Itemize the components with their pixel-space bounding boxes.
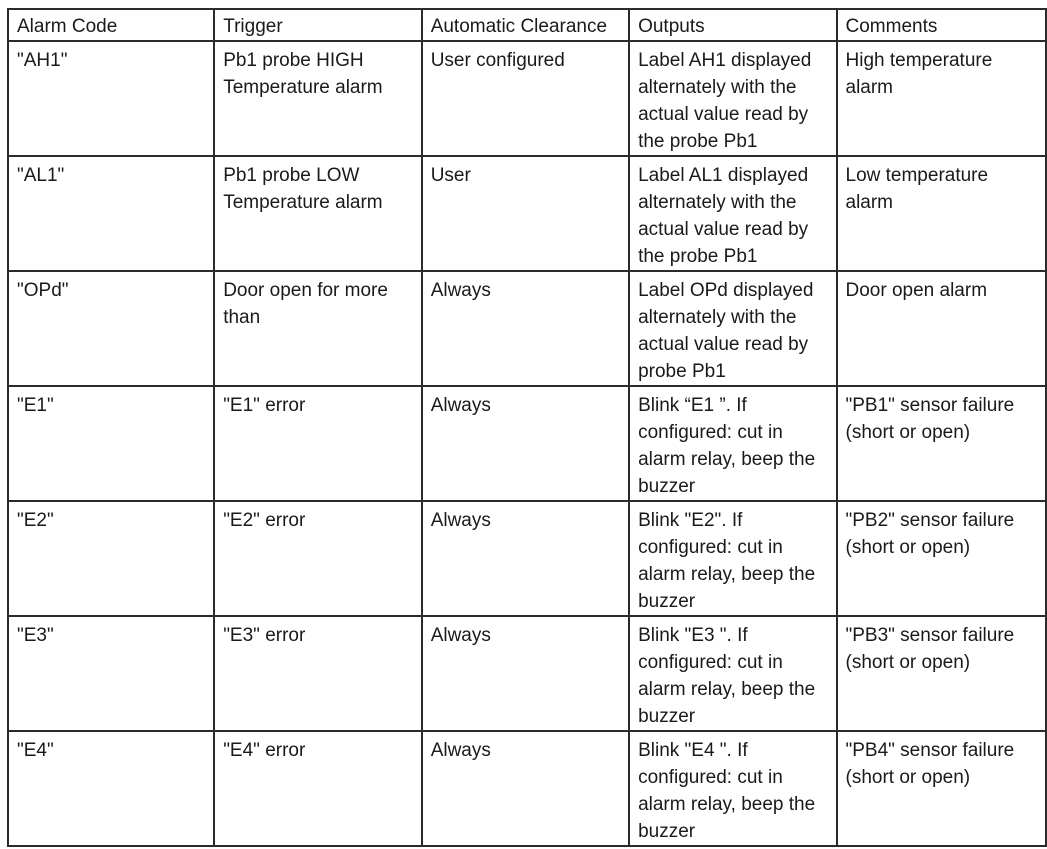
table-row [8,41,1046,156]
cell-trigger: "E2" error [214,501,422,616]
cell-alarm-code: "E3" [8,616,214,731]
cell-clearance: Always [422,386,629,501]
cell-trigger: "E4" error [214,731,422,846]
cell-comments: High temperature alarm [837,41,1047,156]
cell-alarm-code: "E4" [8,731,214,846]
cell-outputs: Blink "E4 ". If configured: cut in alarm relay, beep the buzzer [629,731,836,846]
cell-comments: "PB4" sensor failure (short or open) [837,731,1047,846]
cell-clearance: Always [422,271,629,386]
cell-clearance: User configured [422,41,629,156]
cell-clearance: Always [422,616,629,731]
cell-clearance: Always [422,501,629,616]
table-header [8,9,1046,41]
cell-comments: "PB2" sensor failure (short or open) [837,501,1047,616]
cell-comments: "PB3" sensor failure (short or open) [837,616,1047,731]
header-comments: Comments [837,9,1047,41]
cell-clearance: User [422,156,629,271]
cell-alarm-code: "OPd" [8,271,214,386]
cell-trigger: "E3" error [214,616,422,731]
cell-alarm-code: "AH1" [8,41,214,156]
table-row [8,616,1046,731]
table-body [8,41,1046,846]
cell-alarm-code: "E1" [8,386,214,501]
header-outputs: Outputs [629,9,836,41]
cell-outputs: Label AL1 displayed alternately with the actual value read by the probe Pb1 [629,156,836,271]
cell-alarm-code: "AL1" [8,156,214,271]
table-row [8,271,1046,386]
cell-trigger: Pb1 probe LOW Temperature alarm [214,156,422,271]
cell-comments: Low temperature alarm [837,156,1047,271]
table-row [8,501,1046,616]
table-row [8,731,1046,846]
cell-comments: "PB1" sensor failure (short or open) [837,386,1047,501]
cell-trigger: Door open for more than [214,271,422,386]
header-trigger: Trigger [214,9,422,41]
cell-trigger: Pb1 probe HIGH Temperature alarm [214,41,422,156]
header-row [8,9,1046,41]
alarm-table [7,8,1047,847]
cell-outputs: Blink “E1 ”. If configured: cut in alarm relay, beep the buzzer [629,386,836,501]
cell-outputs: Blink "E3 ". If configured: cut in alarm relay, beep the buzzer [629,616,836,731]
cell-outputs: Label AH1 displayed alternately with the actual value read by the probe Pb1 [629,41,836,156]
cell-trigger: "E1" error [214,386,422,501]
table-row [8,156,1046,271]
cell-alarm-code: "E2" [8,501,214,616]
cell-clearance: Always [422,731,629,846]
cell-outputs: Blink "E2". If configured: cut in alarm relay, beep the buzzer [629,501,836,616]
cell-outputs: Label OPd displayed alternately with the actual value read by probe Pb1 [629,271,836,386]
header-alarm-code: Alarm Code [8,9,214,41]
header-automatic-clearance: Automatic Clearance [422,9,629,41]
table-row [8,386,1046,501]
cell-comments: Door open alarm [837,271,1047,386]
